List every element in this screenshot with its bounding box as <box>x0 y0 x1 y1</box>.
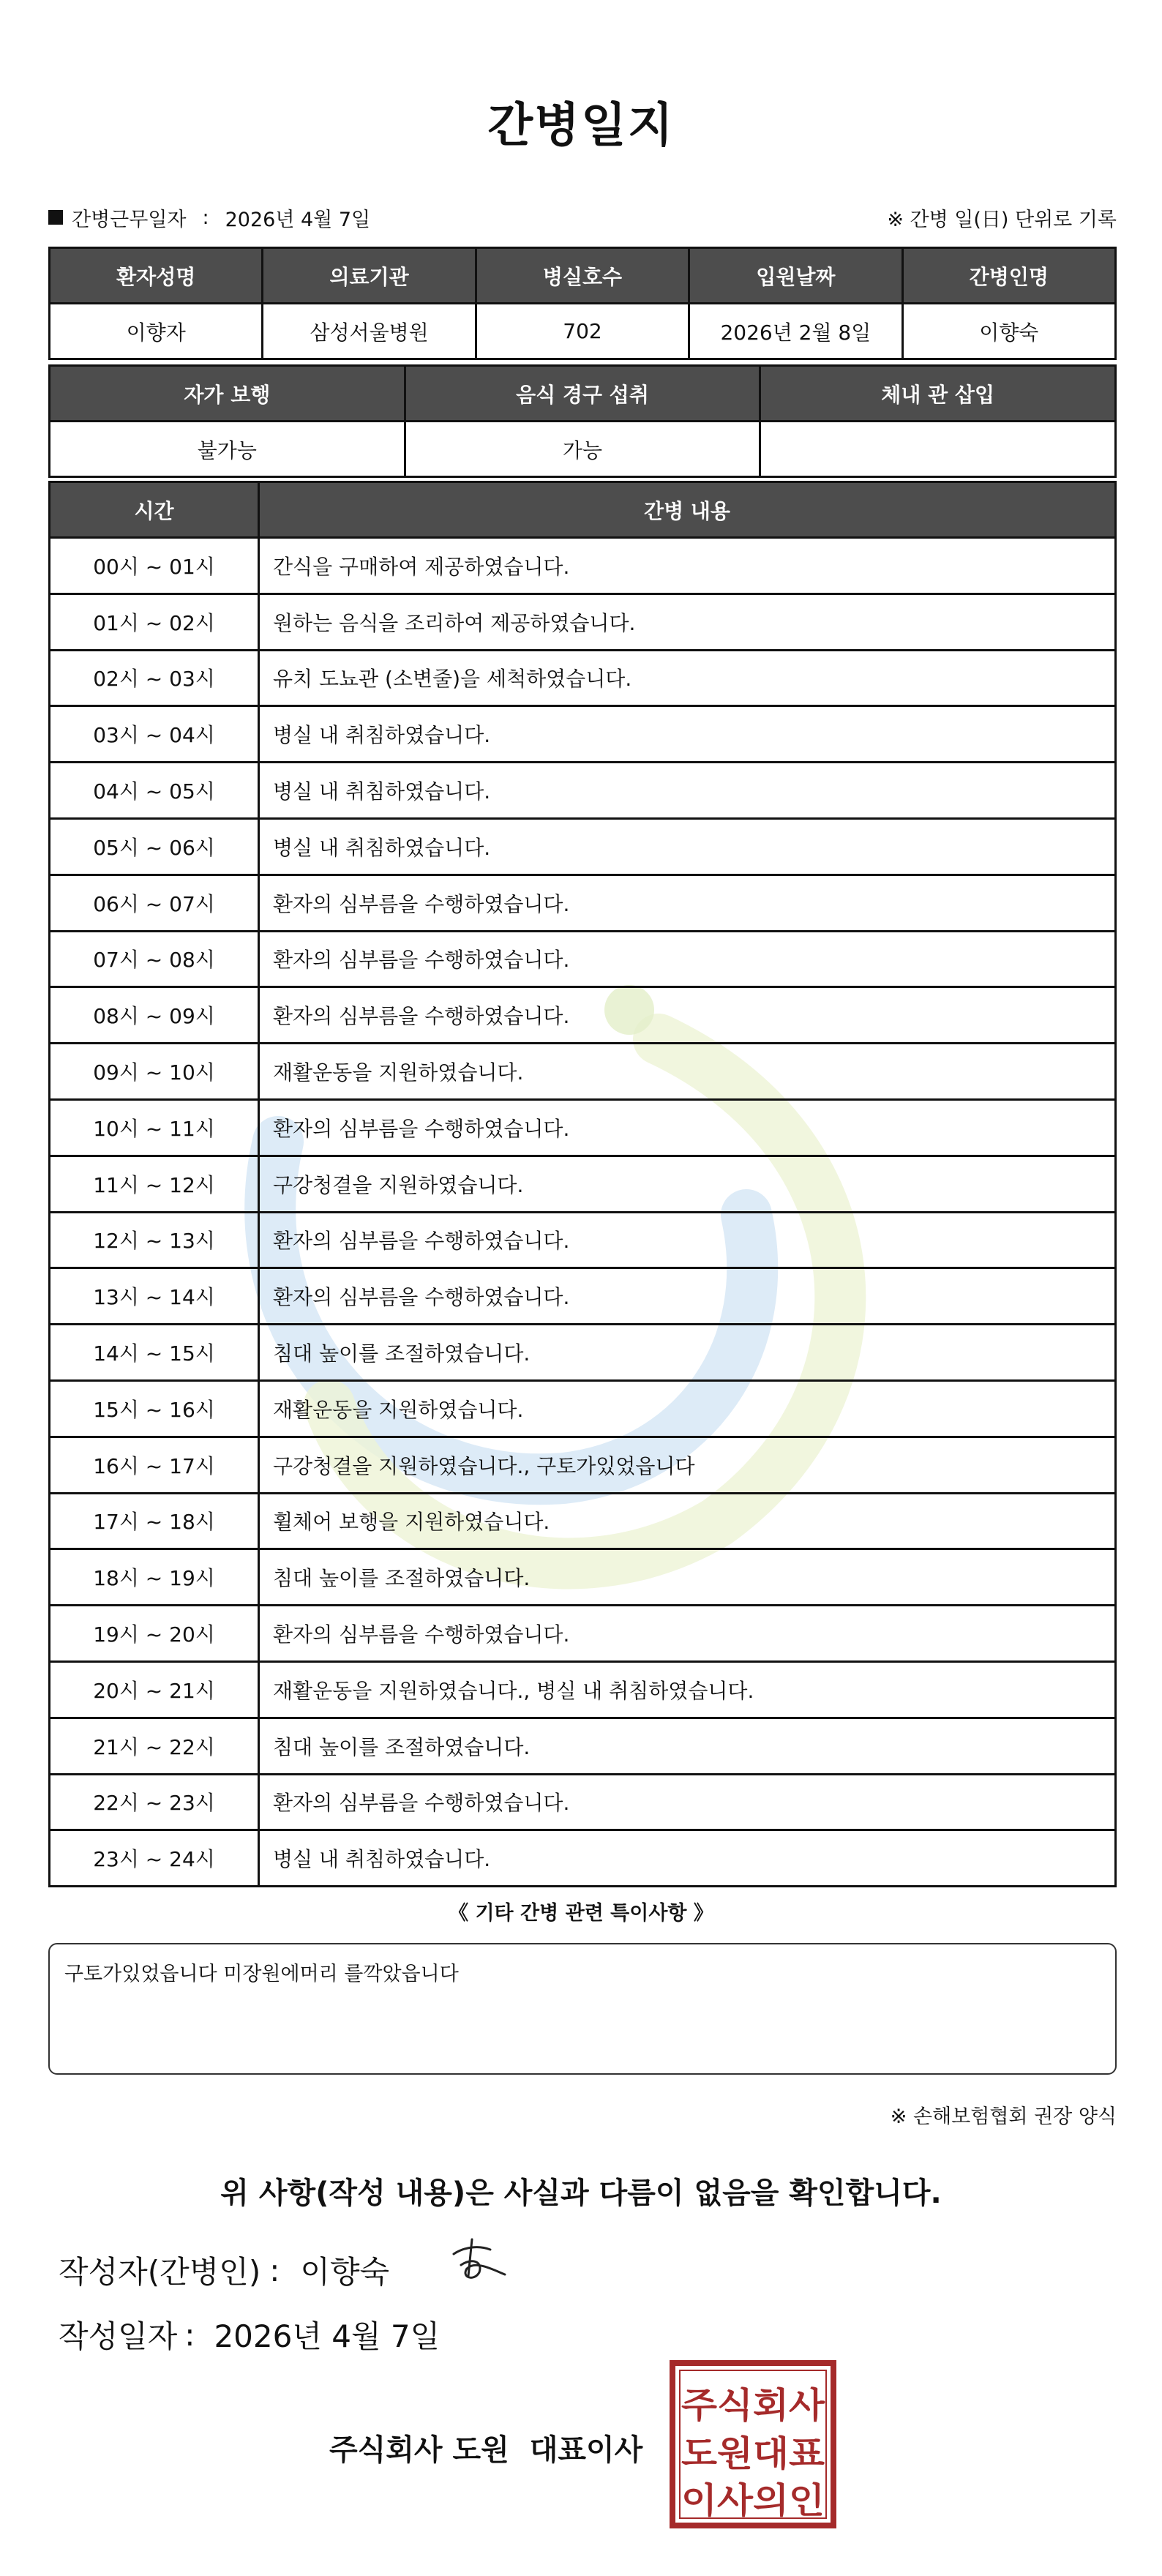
time-cell: 09시 ~ 10시 <box>50 1044 259 1100</box>
table-row <box>50 1212 1116 1268</box>
written-date-value: 2026년 4월 7일 <box>214 2318 441 2354</box>
header-time: 시간 <box>50 482 259 538</box>
time-cell: 22시 ~ 23시 <box>50 1774 259 1830</box>
work-date-value: 2026년 4월 7일 <box>225 208 371 231</box>
table-row <box>50 818 1116 875</box>
table-row <box>50 1099 1116 1156</box>
content-cell: 원하는 음식을 조리하여 제공하였습니다. <box>259 594 1116 650</box>
meta-row <box>48 199 1117 236</box>
content-cell: 환자의 심부름을 수행하였습니다. <box>259 931 1116 987</box>
header-oral-intake: 음식 경구 섭취 <box>405 366 760 422</box>
content-cell: 구강청결을 지원하였습니다., 구토가있었읍니다 <box>259 1437 1116 1493</box>
table-row <box>50 875 1116 931</box>
table-row <box>50 1606 1116 1662</box>
table-row <box>50 1437 1116 1493</box>
special-notes-box: 구토가있었읍니다 미장원에머리 를깍았읍니다 <box>48 1943 1117 2075</box>
content-cell: 재활운동을 지원하였습니다., 병실 내 취침하였습니다. <box>259 1661 1116 1718</box>
time-cell: 10시 ~ 11시 <box>50 1099 259 1156</box>
table-row <box>50 594 1116 650</box>
content-cell: 간식을 구매하여 제공하였습니다. <box>259 538 1116 594</box>
special-notes-title: 《 기타 간병 관련 특이사항 》 <box>449 1902 713 1925</box>
table-row <box>50 1830 1116 1887</box>
content-cell: 병실 내 취침하였습니다. <box>259 818 1116 875</box>
time-cell: 04시 ~ 05시 <box>50 763 259 819</box>
self-walking: 불가능 <box>50 422 405 477</box>
work-date-colon: : <box>202 206 209 229</box>
content-cell: 환자의 심부름을 수행하였습니다. <box>259 1212 1116 1268</box>
header-tube-insertion: 체내 관 삽입 <box>760 366 1116 422</box>
written-date-label: 작성일자 <box>59 2318 178 2354</box>
work-date-label: 간병근무일자 <box>72 208 187 231</box>
time-cell: 15시 ~ 16시 <box>50 1380 259 1437</box>
time-cell: 00시 ~ 01시 <box>50 538 259 594</box>
table-row <box>50 1380 1116 1437</box>
square-bullet-icon <box>48 210 63 225</box>
signature-icon <box>439 2232 512 2291</box>
patient-name: 이향자 <box>50 304 263 359</box>
tube-insertion <box>760 422 1116 477</box>
time-cell: 11시 ~ 12시 <box>50 1156 259 1212</box>
table-row <box>50 706 1116 763</box>
time-cell: 07시 ~ 08시 <box>50 931 259 987</box>
writer-name: 이향숙 <box>300 2254 390 2290</box>
caregiver-name: 이향숙 <box>902 304 1115 359</box>
time-cell: 03시 ~ 04시 <box>50 706 259 763</box>
company-line <box>329 2427 642 2468</box>
form-source-note: ※ 손해보험협회 권장 양식 <box>890 2105 1117 2128</box>
admission-date: 2026년 2월 8일 <box>689 304 902 359</box>
table-row <box>50 1268 1116 1325</box>
table-row <box>50 763 1116 819</box>
hourly-care-table <box>48 481 1117 1887</box>
time-cell: 18시 ~ 19시 <box>50 1549 259 1606</box>
svg-text:주식회사: 주식회사 <box>681 2385 825 2426</box>
time-cell: 23시 ~ 24시 <box>50 1830 259 1887</box>
time-cell: 13시 ~ 14시 <box>50 1268 259 1325</box>
content-cell: 환자의 심부름을 수행하였습니다. <box>259 875 1116 931</box>
time-cell: 19시 ~ 20시 <box>50 1606 259 1662</box>
company-seal-icon <box>670 2360 836 2528</box>
table-row <box>50 987 1116 1044</box>
content-cell: 환자의 심부름을 수행하였습니다. <box>259 1606 1116 1662</box>
patient-info-table <box>48 247 1117 360</box>
header-patient-name: 환자성명 <box>50 248 263 304</box>
hospital: 삼성서울병원 <box>263 304 476 359</box>
content-cell: 침대 높이를 조절하였습니다. <box>259 1718 1116 1774</box>
content-cell: 구강청결을 지원하였습니다. <box>259 1156 1116 1212</box>
room-number: 702 <box>476 304 689 359</box>
content-cell: 재활운동을 지원하였습니다. <box>259 1380 1116 1437</box>
table-row <box>50 1549 1116 1606</box>
content-cell: 병실 내 취침하였습니다. <box>259 706 1116 763</box>
table-row <box>50 1156 1116 1212</box>
confirmation-statement: 위 사항(작성 내용)은 사실과 다름이 없음을 확인합니다. <box>220 2176 942 2210</box>
header-admission-date: 입원날짜 <box>689 248 902 304</box>
table-row <box>50 1774 1116 1830</box>
content-cell: 재활운동을 지원하였습니다. <box>259 1044 1116 1100</box>
content-cell: 환자의 심부름을 수행하였습니다. <box>259 1099 1116 1156</box>
header-room-number: 병실호수 <box>476 248 689 304</box>
page-title: 간병일지 <box>487 99 675 153</box>
company-name: 주식회사 도원 <box>329 2433 509 2467</box>
content-cell: 병실 내 취침하였습니다. <box>259 1830 1116 1887</box>
content-cell: 병실 내 취침하였습니다. <box>259 763 1116 819</box>
content-cell: 환자의 심부름을 수행하였습니다. <box>259 1268 1116 1325</box>
oral-intake: 가능 <box>405 422 760 477</box>
content-cell: 휠체어 보행을 지원하였습니다. <box>259 1493 1116 1549</box>
time-cell: 02시 ~ 03시 <box>50 650 259 706</box>
header-self-walking: 자가 보행 <box>50 366 405 422</box>
table-row <box>50 1718 1116 1774</box>
writer-label: 작성자(간병인) <box>59 2254 261 2290</box>
written-date-colon: : <box>184 2316 195 2353</box>
table-row <box>50 538 1116 594</box>
company-title: 대표이사 <box>529 2433 643 2467</box>
content-cell: 침대 높이를 조절하였습니다. <box>259 1325 1116 1381</box>
content-cell: 환자의 심부름을 수행하였습니다. <box>259 1774 1116 1830</box>
time-cell: 06시 ~ 07시 <box>50 875 259 931</box>
table-row <box>50 650 1116 706</box>
svg-text:이사의인: 이사의인 <box>681 2480 825 2521</box>
content-cell: 환자의 심부름을 수행하였습니다. <box>259 987 1116 1044</box>
written-date-line <box>59 2313 440 2356</box>
table-row <box>50 1661 1116 1718</box>
header-caregiver-name: 간병인명 <box>902 248 1115 304</box>
time-cell: 17시 ~ 18시 <box>50 1493 259 1549</box>
header-care-content: 간병 내용 <box>259 482 1116 538</box>
record-unit-note: ※ 간병 일(日) 단위로 기록 <box>887 208 1117 231</box>
svg-text:도원대표: 도원대표 <box>681 2433 825 2474</box>
table-row <box>50 1044 1116 1100</box>
header-hospital: 의료기관 <box>263 248 476 304</box>
time-cell: 01시 ~ 02시 <box>50 594 259 650</box>
time-cell: 20시 ~ 21시 <box>50 1661 259 1718</box>
writer-colon: : <box>269 2252 280 2288</box>
time-cell: 12시 ~ 13시 <box>50 1212 259 1268</box>
writer-line <box>59 2248 389 2292</box>
table-row <box>50 1325 1116 1381</box>
work-date-group <box>48 203 370 232</box>
table-row <box>50 1493 1116 1549</box>
time-cell: 21시 ~ 22시 <box>50 1718 259 1774</box>
time-cell: 05시 ~ 06시 <box>50 818 259 875</box>
content-cell: 유치 도뇨관 (소변줄)을 세척하였습니다. <box>259 650 1116 706</box>
content-cell: 침대 높이를 조절하였습니다. <box>259 1549 1116 1606</box>
time-cell: 08시 ~ 09시 <box>50 987 259 1044</box>
patient-condition-table <box>48 364 1117 478</box>
table-row <box>50 931 1116 987</box>
time-cell: 16시 ~ 17시 <box>50 1437 259 1493</box>
time-cell: 14시 ~ 15시 <box>50 1325 259 1381</box>
